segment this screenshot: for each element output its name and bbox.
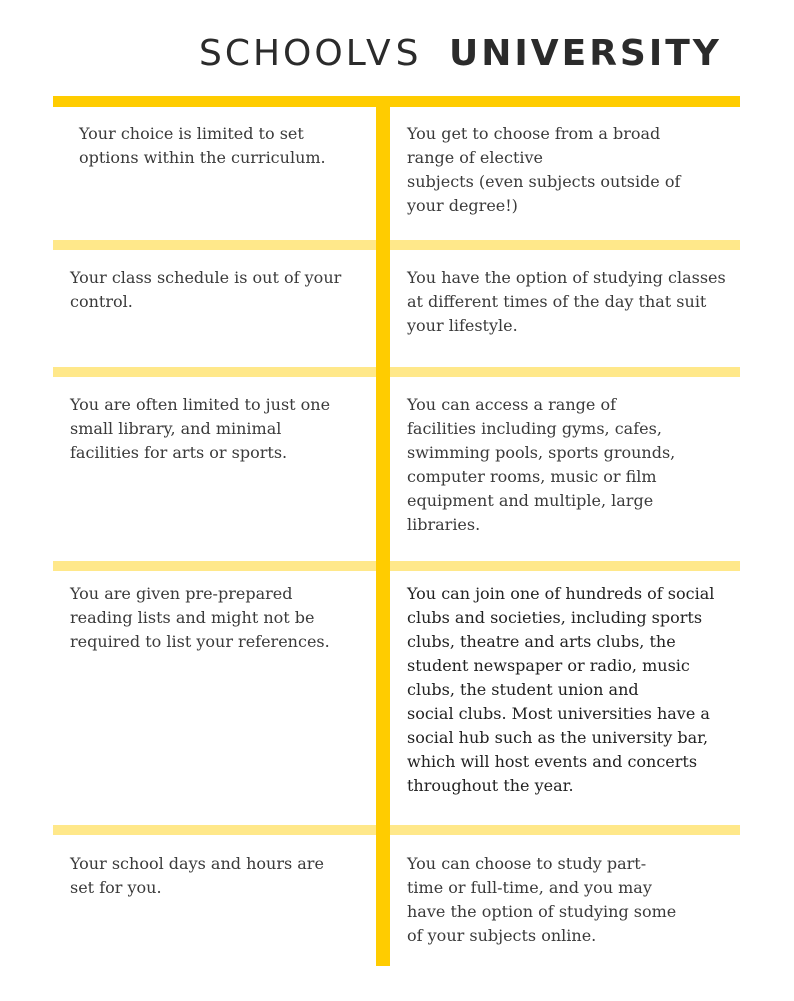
school-cell-choice	[79, 122, 369, 170]
header-divider-bar	[53, 96, 740, 107]
text-line: student newspaper or radio, music	[407, 656, 690, 675]
row-separator-right	[390, 825, 740, 835]
row-separator-left	[53, 825, 376, 835]
title-vs: VS	[366, 33, 424, 74]
text-line: social clubs. Most universities have a	[407, 704, 710, 723]
text-line: clubs, theatre and arts clubs, the	[407, 632, 676, 651]
university-cell-hours	[407, 852, 735, 948]
text-line: You are often limited to just one	[70, 395, 331, 414]
text-line: time or full-time, and you may	[407, 878, 652, 897]
text-line: You can access a range of	[407, 395, 616, 414]
text-line: which will host events and concerts	[407, 752, 698, 771]
school-cell-facilities	[70, 393, 360, 465]
title-school: SCHOOL	[199, 33, 369, 74]
university-cell-clubs	[407, 582, 735, 798]
text-line: your lifestyle.	[407, 316, 518, 335]
text-line: Your school days and hours are	[70, 854, 324, 873]
school-cell-schedule	[70, 266, 360, 314]
text-line: facilities including gyms, cafes,	[407, 419, 662, 438]
school-cell-reading	[70, 582, 360, 654]
text-line: You can choose to study part-	[407, 854, 647, 873]
text-line: social hub such as the university bar,	[407, 728, 709, 747]
text-line: small library, and minimal	[70, 419, 282, 438]
text-line: throughout the year.	[407, 776, 574, 795]
text-line: required to list your references.	[70, 632, 330, 651]
text-line: range of elective	[407, 148, 543, 167]
text-line: subjects (even subjects outside of	[407, 172, 681, 191]
row-separator-left	[53, 561, 376, 571]
text-line: have the option of studying some	[407, 902, 677, 921]
text-line: reading lists and might not be	[70, 608, 315, 627]
title-university: UNIVERSITY	[449, 33, 722, 74]
text-line: Your class schedule is out of your	[70, 268, 342, 287]
text-line: You get to choose from a broad	[407, 124, 661, 143]
text-line: computer rooms, music or film	[407, 467, 657, 486]
row-separator-right	[390, 367, 740, 377]
text-line: set for you.	[70, 878, 162, 897]
text-line: You can join one of hundreds of social	[407, 584, 715, 603]
page-title	[0, 30, 794, 78]
text-line: swimming pools, sports grounds,	[407, 443, 676, 462]
text-line: facilities for arts or sports.	[70, 443, 288, 462]
university-cell-facilities	[407, 393, 735, 537]
text-line: clubs and societies, including sports	[407, 608, 703, 627]
text-line: options within the curriculum.	[79, 148, 326, 167]
row-separator-right	[390, 561, 740, 571]
center-divider-bar	[376, 96, 390, 966]
text-line: You are given pre-prepared	[70, 584, 293, 603]
row-separator-left	[53, 240, 376, 250]
text-line: You have the option of studying classes	[407, 268, 726, 287]
row-separator-right	[390, 240, 740, 250]
text-line: at different times of the day that suit	[407, 292, 707, 311]
text-line: Your choice is limited to set	[79, 124, 304, 143]
text-line: clubs, the student union and	[407, 680, 639, 699]
university-cell-choice	[407, 122, 735, 218]
text-line: equipment and multiple, large	[407, 491, 654, 510]
text-line: your degree!)	[407, 196, 518, 215]
school-cell-hours	[70, 852, 360, 900]
university-cell-schedule	[407, 266, 735, 338]
row-separator-left	[53, 367, 376, 377]
text-line: libraries.	[407, 515, 481, 534]
text-line: control.	[70, 292, 133, 311]
text-line: of your subjects online.	[407, 926, 597, 945]
